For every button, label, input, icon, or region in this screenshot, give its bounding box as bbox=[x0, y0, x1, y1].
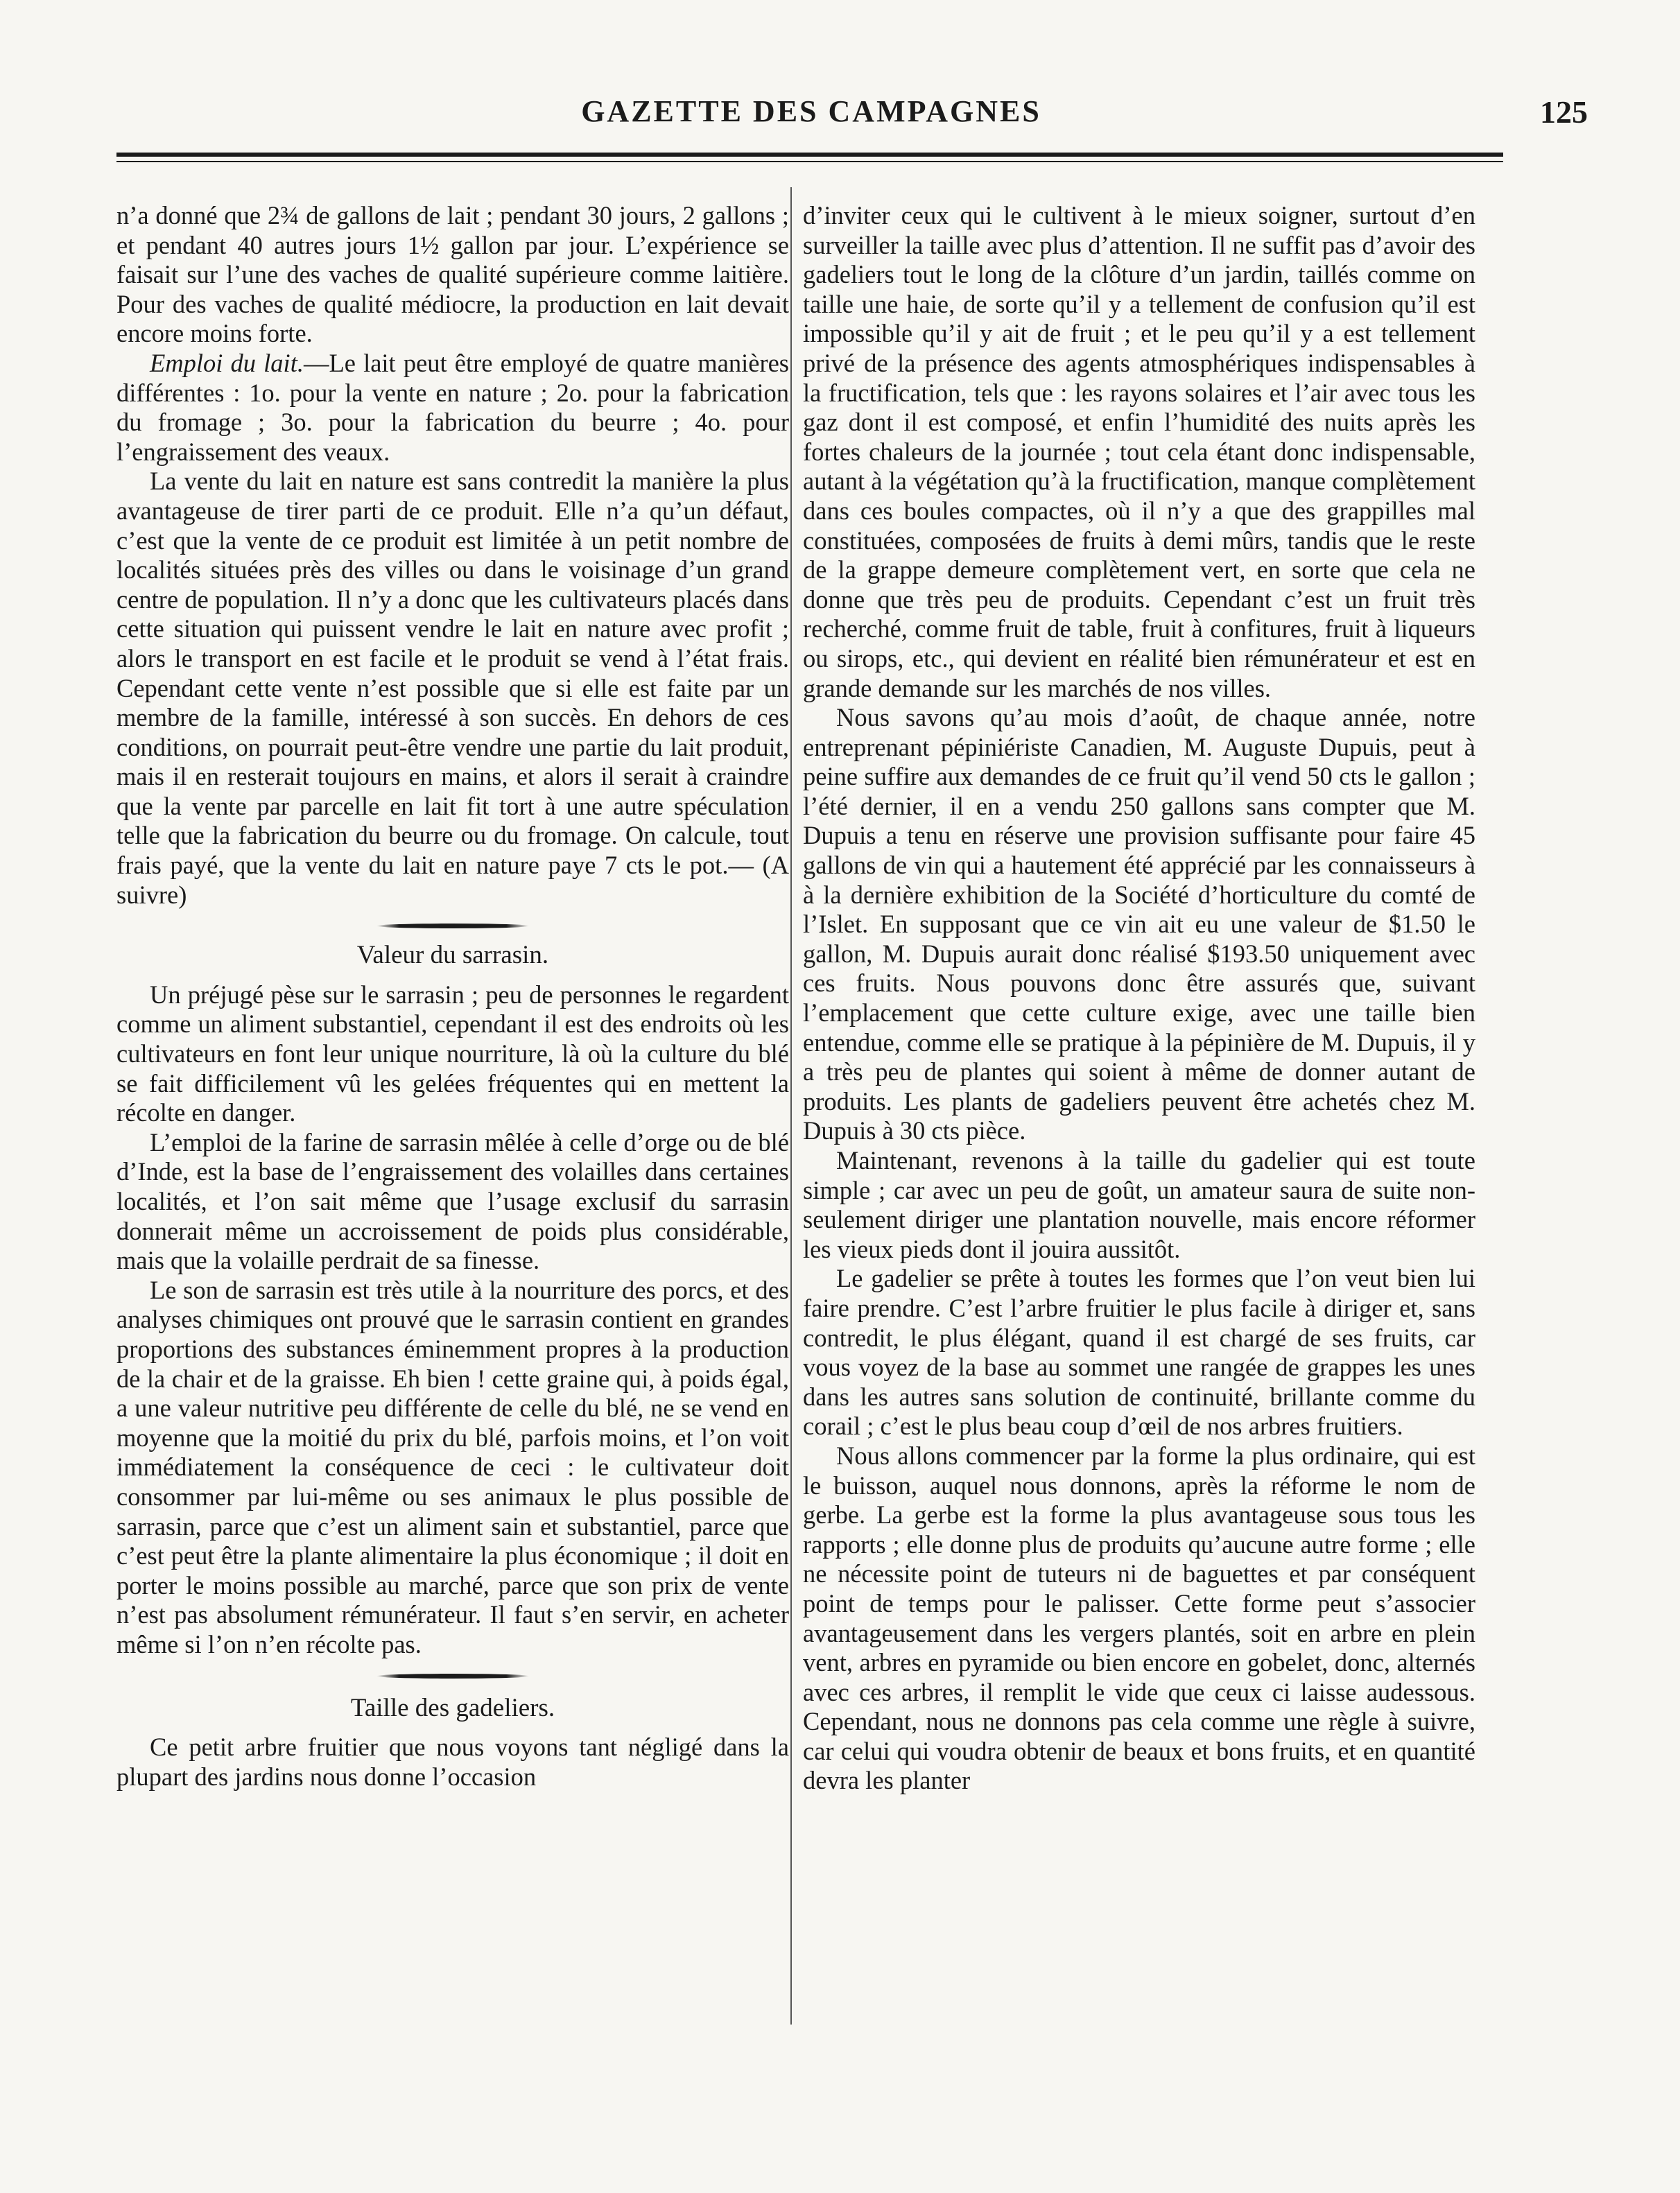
paragraph: Nous savons qu’au mois d’août, de chaque année, notre entreprenant pépiniériste Canadien, M. Auguste Dupuis, peut à peine suffire aux demandes de ce fruit qu’il vend 50 cts le gallon ; l’été dernier, il en a vendu 250 gallons sans compter que M. Dupuis a tenu en réserve une provision suffisante pour faire 45 gallons de vin qui a hautement été apprécié par les connaisseurs à à la dernière exhibition de la Société d’horticulture du comté de l’Islet. En supposant que ce vin ait eu une valeur de $1.50 le gallon, M. Dupuis aurait donc réalisé $193.50 uniquement avec ces fruits. Nous pouvons donc être assurés que, suivant l’emplacement que cette culture exige, avec une taille bien entendue, comme elle se pratique à la pépinière de M. Dupuis, il y a très peu de plantes qui soient à même de donner autant de produits. Les plants de gadeliers peuvent être achetés chez M. Dupuis à 30 cts pièce. bbox=[803, 703, 1475, 1145]
section-heading-sarrasin: Valeur du sarrasin. bbox=[356, 941, 549, 970]
section-heading-gadeliers: Taille des gadeliers. bbox=[350, 1693, 555, 1722]
paragraph: Maintenant, revenons à la taille du gadelier qui est toute simple ; car avec un peu de goût, un amateur saura de suite non-seulement diriger une plantation nouvelle, mais encore réformer les vieux pieds dont il jouira aussitôt. bbox=[803, 1146, 1475, 1263]
paragraph: d’inviter ceux qui le cultivent à le mieux soigner, surtout d’en surveiller la taille avec plus d’attention. Il ne suffit pas d’avoir des gadeliers tout le long de la clôture d’un jardin, taillés comme on taille une haie, de sorte qu’il y a tellement de confusion qu’il est impossible qu’il y ait de fruit ; et le peu qu’il y a est tellement privé de la présence des agents atmosphériques indispensables à la fructification, tels que : les rayons solaires et l’air avec tous les gaz dont il est composé, et enfin l’humidité des nuits après les fortes chaleurs de la journée ; tout cela étant donc indispensable, autant à la végétation qu’à la fructification, manque complètement dans ces boules compactes, où il n’y a que des grappilles mal constituées, composées de fruits à demi mûrs, tandis que le reste de la grappe demeure complètement vert, en sorte que cela ne donne que très peu de produits. Cependant c’est un fruit très recherché, comme fruit de table, fruit à confitures, fruit à liqueurs ou sirops, etc., qui devient en réalité bien rémunérateur et est en grande demande sur les marchés de nos villes. bbox=[803, 201, 1475, 702]
paragraph: Un préjugé pèse sur le sarrasin ; peu de personnes le regardent comme un aliment substantiel, cependant il est des endroits où les cultivateurs en font leur unique nourriture, là où la culture du blé se fait difficilement vû les gelées fréquentes qui en mettent la récolte en danger. bbox=[116, 980, 789, 1127]
paragraph-text: —Le lait peut être employé de quatre manières différentes : 1o. pour la vente en nature ; 2o. pour la fabrication du fromage ; 3o. pour la fabrication du beurre ; 4o. pour l’engraissement des veaux. bbox=[116, 348, 789, 466]
paragraph: Ce petit arbre fruitier que nous voyons tant négligé dans la plupart des jardins nous donne l’occasion bbox=[116, 1733, 789, 1791]
paragraph-lead: Emploi du lait. bbox=[150, 348, 304, 377]
paragraph: Le gadelier se prête à toutes les formes que l’on veut bien lui faire prendre. C’est l’arbre fruitier le plus facile à diriger et, sans contredit, le plus élégant, quand il est chargé de ses fruits, car vous voyez de la base au sommet une rangée de grappes les unes dans les autres sans solution de continuité, brillante comme du corail ; c’est le plus beau coup d’œil de nos arbres fruitiers. bbox=[803, 1264, 1475, 1441]
running-head bbox=[118, 94, 1588, 135]
left-column bbox=[116, 201, 789, 1792]
journal-title: GAZETTE DES CAMPAGNES bbox=[581, 94, 1041, 128]
paragraph: n’a donné que 2¾ de gallons de lait ; pendant 30 jours, 2 gallons ; et pendant 40 autres jours 1½ gallon par jour. L’expérience se faisait sur l’une des vaches de qualité supérieure comme laitière. Pour des vaches de qualité médiocre, la production en lait devait encore moins forte. bbox=[116, 201, 789, 348]
column-divider bbox=[790, 187, 792, 2025]
section-separator bbox=[376, 924, 529, 928]
paragraph bbox=[116, 349, 789, 467]
page-number: 125 bbox=[1540, 94, 1588, 130]
header-rule-thin bbox=[116, 161, 1503, 162]
header-rule-thick bbox=[116, 153, 1503, 157]
paragraph: L’emploi de la farine de sarrasin mêlée à celle d’orge ou de blé d’Inde, est la base de l’engraissement des volailles dans certaines localités, et l’on sait même que l’usage exclusif du sarrasin donnerait même un accroissement de poids plus considérable, mais que la volaille perdrait de sa finesse. bbox=[116, 1127, 789, 1275]
paragraph: La vente du lait en nature est sans contredit la manière la plus avantageuse de tirer parti de ce produit. Elle n’a qu’un défaut, c’est que la vente de ce produit est limitée à un petit nombre de localités situées près des villes ou dans le voisinage d’un grand centre de population. Il n’y a donc que les cultivateurs placés dans cette situation qui puissent vendre le lait en nature avec profit ; alors le transport en est facile et le produit se vend à l’état frais. Cependant cette vente n’est possible que si elle est faite par un membre de la famille, intéressé à son succès. En dehors de ces conditions, on pourrait peut-être vendre une partie du lait produit, mais il en resterait toujours en mains, et alors il serait à craindre que la vente par parcelle en lait fit tort à une autre spéculation telle que la fabrication du beurre ou du fromage. On calcule, tout frais payé, que la vente du lait en nature paye 7 cts le pot.— (A suivre) bbox=[116, 467, 789, 909]
section-separator bbox=[376, 1674, 529, 1679]
right-column bbox=[803, 201, 1475, 1796]
paragraph: Nous allons commencer par la forme la plus ordinaire, qui est le buisson, auquel nous donnons, après la réforme le nom de gerbe. La gerbe est la forme la plus avantageuse sous tous les rapports ; elle donne plus de produits qu’aucune autre forme ; elle ne nécessite point de tuteurs ni de baguettes et par conséquent point de temps pour le palisser. Cette forme peut s’associer avantageusement dans les vergers plantés, soit en arbre en plein vent, arbres en pyramide ou bien encore en gobelet, donc, alternés avec ces arbres, il remplit le vide que ceux ci laisse audessous. Cependant, nous ne donnons pas cela comme une règle à suivre, car celui qui voudra obtenir de beaux et bons fruits, et en quantité devra les planter bbox=[803, 1441, 1475, 1795]
paragraph: Le son de sarrasin est très utile à la nourriture des porcs, et des analyses chimiques ont prouvé que le sarrasin contient en grandes proportions des substances éminemment propres à la production de la chair et de la graisse. Eh bien ! cette graine qui, à poids égal, a une valeur nutritive peu différente de celle du blé, ne se vend en moyenne que la moitié du prix du blé, parfois moins, et l’on voit immédiatement la conséquence de ceci : le cultivateur doit consommer par lui-même ou ses animaux le plus possible de sarrasin, parce que c’est un aliment sain et substantiel, parce que c’est peut être la plante alimentaire la plus économique ; il doit en porter le moins possible au marché, parce que son prix de vente n’est pas absolument rémunérateur. Il faut s’en servir, en acheter même si l’on n’en récolte pas. bbox=[116, 1275, 789, 1658]
